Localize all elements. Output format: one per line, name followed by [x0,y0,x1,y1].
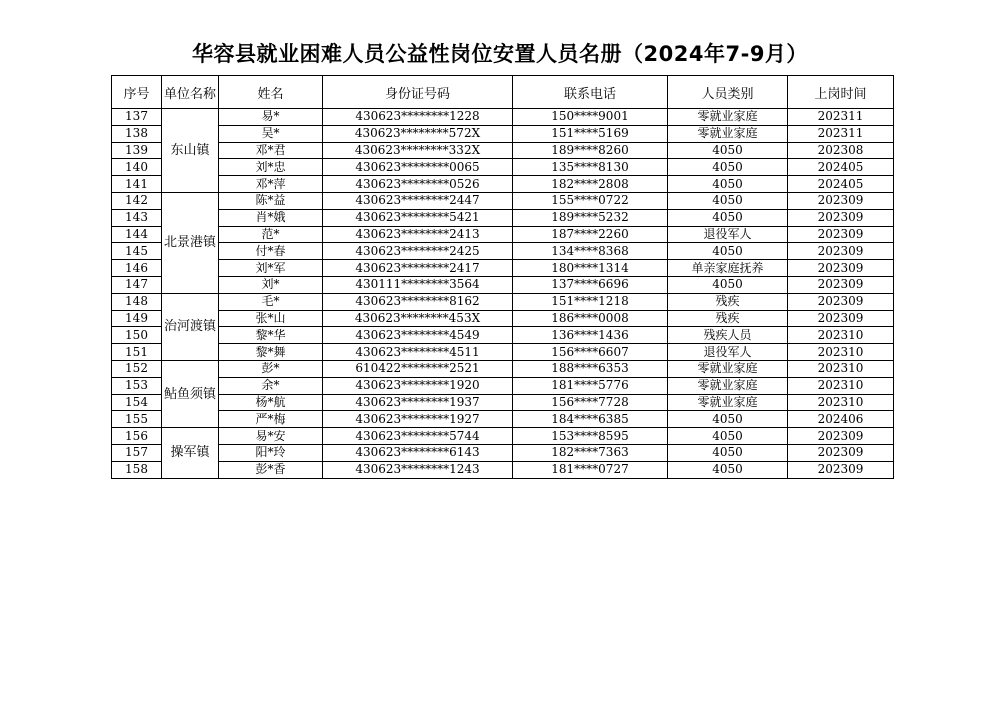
phone-cell: 156****6607 [513,344,668,361]
start-time-cell: 202310 [788,360,894,377]
table-row [112,260,894,277]
phone-cell: 155****0722 [513,192,668,209]
name-cell: 邓*君 [219,142,323,159]
start-time-cell: 202310 [788,394,894,411]
name-cell: 彭* [219,360,323,377]
seq-cell: 154 [112,394,162,411]
table-row [112,377,894,394]
start-time-cell: 202309 [788,276,894,293]
table-row [112,159,894,176]
start-time-cell: 202310 [788,344,894,361]
name-cell: 刘* [219,276,323,293]
name-cell: 陈*益 [219,192,323,209]
phone-cell: 182****2808 [513,176,668,193]
seq-cell: 137 [112,109,162,126]
start-time-cell: 202309 [788,260,894,277]
category-cell: 4050 [668,209,788,226]
table-row [112,461,894,478]
name-cell: 吴* [219,125,323,142]
phone-cell: 151****5169 [513,125,668,142]
start-time-cell: 202310 [788,377,894,394]
table-row [112,293,894,310]
start-time-cell: 202311 [788,125,894,142]
unit-name-cell: 操军镇 [162,428,219,478]
id-number-cell: 430623********332X [323,142,513,159]
id-number-cell: 430623********1228 [323,109,513,126]
id-number-cell: 430623********453X [323,310,513,327]
id-number-cell: 430623********1243 [323,461,513,478]
name-cell: 毛* [219,293,323,310]
category-cell: 零就业家庭 [668,377,788,394]
header-category: 人员类别 [668,76,788,109]
table-row [112,344,894,361]
seq-cell: 158 [112,461,162,478]
table-row [112,125,894,142]
phone-cell: 136****1436 [513,327,668,344]
phone-cell: 186****0008 [513,310,668,327]
id-number-cell: 430623********4549 [323,327,513,344]
id-number-cell: 430623********572X [323,125,513,142]
category-cell: 4050 [668,444,788,461]
table-row [112,209,894,226]
unit-name-cell: 鲇鱼须镇 [162,360,219,427]
id-number-cell: 430111********3564 [323,276,513,293]
table-row [112,276,894,293]
seq-cell: 150 [112,327,162,344]
phone-cell: 187****2260 [513,226,668,243]
category-cell: 零就业家庭 [668,360,788,377]
name-cell: 黎*华 [219,327,323,344]
id-number-cell: 430623********8162 [323,293,513,310]
unit-name-cell: 治河渡镇 [162,293,219,360]
header-row [112,76,894,109]
seq-cell: 145 [112,243,162,260]
seq-cell: 146 [112,260,162,277]
header-id-number: 身份证号码 [323,76,513,109]
category-cell: 零就业家庭 [668,109,788,126]
category-cell: 4050 [668,428,788,445]
start-time-cell: 202405 [788,159,894,176]
seq-cell: 142 [112,192,162,209]
category-cell: 零就业家庭 [668,125,788,142]
seq-cell: 141 [112,176,162,193]
phone-cell: 181****5776 [513,377,668,394]
table-row [112,243,894,260]
category-cell: 4050 [668,159,788,176]
seq-cell: 138 [112,125,162,142]
category-cell: 退役军人 [668,226,788,243]
name-cell: 易* [219,109,323,126]
name-cell: 范* [219,226,323,243]
header-name: 姓名 [219,76,323,109]
id-number-cell: 430623********2447 [323,192,513,209]
id-number-cell: 430623********4511 [323,344,513,361]
name-cell: 阳*玲 [219,444,323,461]
phone-cell: 135****8130 [513,159,668,176]
name-cell: 余* [219,377,323,394]
table-row [112,109,894,126]
phone-cell: 184****6385 [513,411,668,428]
table-body [112,109,894,479]
phone-cell: 134****8368 [513,243,668,260]
table-row [112,192,894,209]
id-number-cell: 430623********2413 [323,226,513,243]
unit-name-cell: 东山镇 [162,109,219,193]
seq-cell: 148 [112,293,162,310]
seq-cell: 147 [112,276,162,293]
phone-cell: 189****8260 [513,142,668,159]
table-row [112,411,894,428]
start-time-cell: 202309 [788,226,894,243]
category-cell: 残疾 [668,293,788,310]
start-time-cell: 202309 [788,209,894,226]
phone-cell: 181****0727 [513,461,668,478]
roster-table [111,75,894,479]
id-number-cell: 430623********5421 [323,209,513,226]
id-number-cell: 430623********2417 [323,260,513,277]
id-number-cell: 430623********1937 [323,394,513,411]
phone-cell: 156****7728 [513,394,668,411]
header-phone: 联系电话 [513,76,668,109]
header-unit: 单位名称 [162,76,219,109]
name-cell: 肖*娥 [219,209,323,226]
id-number-cell: 430623********1920 [323,377,513,394]
category-cell: 4050 [668,461,788,478]
seq-cell: 144 [112,226,162,243]
page-title: 华容县就业困难人员公益性岗位安置人员名册（2024年7-9月） [192,42,808,66]
category-cell: 4050 [668,276,788,293]
name-cell: 刘*军 [219,260,323,277]
name-cell: 彭*香 [219,461,323,478]
name-cell: 黎*舞 [219,344,323,361]
category-cell: 4050 [668,192,788,209]
start-time-cell: 202308 [788,142,894,159]
phone-cell: 189****5232 [513,209,668,226]
table-row [112,444,894,461]
category-cell: 4050 [668,411,788,428]
id-number-cell: 430623********2425 [323,243,513,260]
category-cell: 4050 [668,243,788,260]
seq-cell: 157 [112,444,162,461]
category-cell: 零就业家庭 [668,394,788,411]
id-number-cell: 430623********1927 [323,411,513,428]
table-row [112,428,894,445]
start-time-cell: 202309 [788,428,894,445]
table-row [112,360,894,377]
seq-cell: 151 [112,344,162,361]
id-number-cell: 430623********5744 [323,428,513,445]
name-cell: 易*安 [219,428,323,445]
category-cell: 残疾人员 [668,327,788,344]
phone-cell: 182****7363 [513,444,668,461]
seq-cell: 153 [112,377,162,394]
phone-cell: 153****8595 [513,428,668,445]
category-cell: 退役军人 [668,344,788,361]
table-row [112,394,894,411]
name-cell: 张*山 [219,310,323,327]
seq-cell: 143 [112,209,162,226]
start-time-cell: 202406 [788,411,894,428]
start-time-cell: 202309 [788,444,894,461]
header-seq: 序号 [112,76,162,109]
id-number-cell: 430623********0065 [323,159,513,176]
table-row [112,327,894,344]
phone-cell: 150****9001 [513,109,668,126]
start-time-cell: 202309 [788,243,894,260]
category-cell: 残疾 [668,310,788,327]
seq-cell: 156 [112,428,162,445]
name-cell: 邓*萍 [219,176,323,193]
seq-cell: 152 [112,360,162,377]
table-row [112,176,894,193]
header-start-time: 上岗时间 [788,76,894,109]
seq-cell: 149 [112,310,162,327]
phone-cell: 180****1314 [513,260,668,277]
name-cell: 付*春 [219,243,323,260]
table-header [112,76,894,109]
start-time-cell: 202405 [788,176,894,193]
table-row [112,142,894,159]
start-time-cell: 202309 [788,293,894,310]
id-number-cell: 430623********6143 [323,444,513,461]
category-cell: 单亲家庭抚养 [668,260,788,277]
seq-cell: 140 [112,159,162,176]
table-row [112,226,894,243]
seq-cell: 155 [112,411,162,428]
phone-cell: 188****6353 [513,360,668,377]
start-time-cell: 202309 [788,461,894,478]
start-time-cell: 202310 [788,327,894,344]
name-cell: 刘*忠 [219,159,323,176]
name-cell: 严*梅 [219,411,323,428]
id-number-cell: 430623********0526 [323,176,513,193]
start-time-cell: 202309 [788,310,894,327]
unit-name-cell: 北景港镇 [162,192,219,293]
id-number-cell: 610422********2521 [323,360,513,377]
table-row [112,310,894,327]
seq-cell: 139 [112,142,162,159]
start-time-cell: 202311 [788,109,894,126]
start-time-cell: 202309 [788,192,894,209]
name-cell: 杨*航 [219,394,323,411]
category-cell: 4050 [668,176,788,193]
phone-cell: 151****1218 [513,293,668,310]
category-cell: 4050 [668,142,788,159]
phone-cell: 137****6696 [513,276,668,293]
